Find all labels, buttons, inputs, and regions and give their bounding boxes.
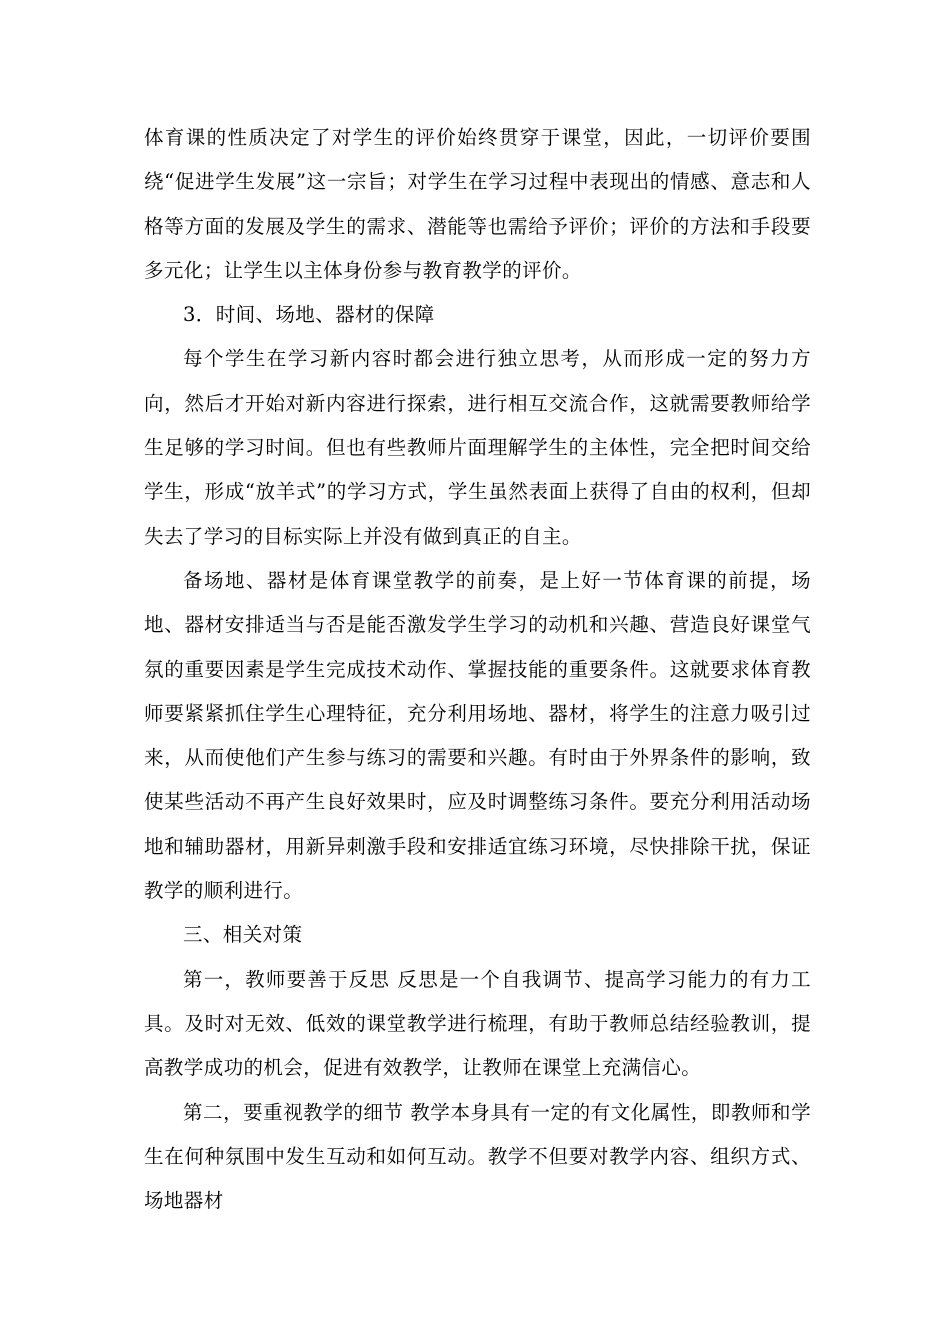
paragraph-teaching-details: 第二，要重视教学的细节 教学本身具有一定的有文化属性，即教师和学生在何种氛围中发生互动和如何互动。教学不但要对教学内容、组织方式、场地器材 [144, 1100, 811, 1213]
document-body [144, 116, 811, 1223]
paragraph-venue-equipment: 备场地、器材是体育课堂教学的前奏，是上好一节体育课的前提，场地、器材安排适当与否是能否激发学生学习的动机和兴趣、营造良好课堂气氛的重要因素是学生完成技术动作、掌握技能的重要条件。这就要求体育教师要紧紧抓住学生心理特征，充分利用场地、器材，将学生的注意力吸引过来，从而使他们产生参与练习的需要和兴趣。有时由于外界条件的影响，致使某些活动不再产生良好效果时，应及时调整练习条件。要充分利用活动场地和辅助器材，用新异刺激手段和安排适宜练习环境，尽快排除干扰，保证教学的顺利进行。 [144, 568, 811, 903]
section-heading-countermeasures: 三、相关对策 [183, 923, 303, 947]
paragraph-study-time: 每个学生在学习新内容时都会进行独立思考，从而形成一定的努力方向，然后才开始对新内容进行探索，进行相互交流合作，这就需要教师给学生足够的学习时间。但也有些教师片面理解学生的主体性，完全把时间交给学生，形成“放羊式”的学习方式，学生虽然表面上获得了自由的权利，但却失去了学习的目标实际上并没有做到真正的自主。 [144, 347, 811, 548]
paragraph-evaluation: 体育课的性质决定了对学生的评价始终贯穿于课堂，因此，一切评价要围绕“促进学生发展”这一宗旨；对学生在学习过程中表现出的情感、意志和人格等方面的发展及学生的需求、潜能等也需给予评价；评价的方法和手段要多元化；让学生以主体身份参与教育教学的评价。 [144, 126, 811, 282]
paragraph-reflection: 第一，教师要善于反思 反思是一个自我调节、提高学习能力的有力工具。及时对无效、低效的课堂教学进行梳理，有助于教师总结经验教训，提高教学成功的机会，促进有效教学，让教师在课堂上充满信心。 [144, 967, 811, 1080]
section-heading-guarantee: 3．时间、场地、器材的保障 [183, 303, 435, 327]
